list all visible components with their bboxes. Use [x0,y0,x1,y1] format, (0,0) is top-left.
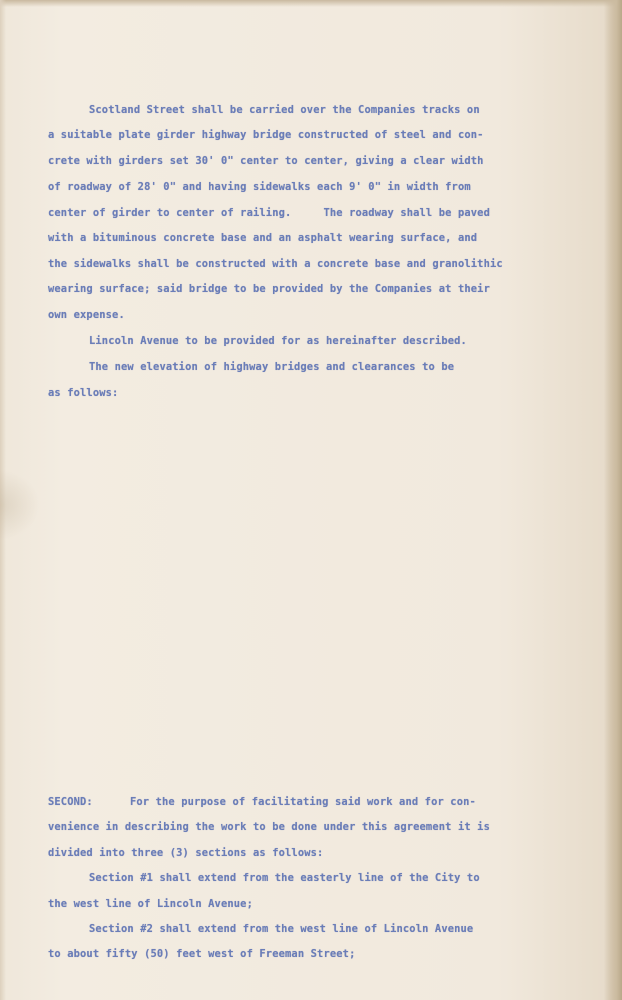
section-2-line: Section #2 shall extend from the west line of Lincoln Avenue [89,923,474,935]
paragraph-1-line: center of girder to center of railing. The roadway shall be paved [48,207,490,219]
paragraph-1-line: Scotland Street shall be carried over the Companies tracks on [89,104,480,116]
section-2-line: to about fifty (50) feet west of Freeman Street; [48,948,356,960]
second-section-line: divided into three (3) sections as follows: [48,847,324,859]
paragraph-1-line: wearing surface; said bridge to be provided by the Companies at their [48,283,490,295]
paragraph-1-line: own expense. [48,309,125,321]
paragraph-3-line: as follows: [48,387,119,399]
paragraph-1-line: a suitable plate girder highway bridge constructed of steel and con- [48,129,484,141]
paper-stain [0,470,40,540]
section-1-line: Section #1 shall extend from the easterly line of the City to [89,872,480,884]
page-edge-right [604,0,622,1000]
paragraph-3-line: The new elevation of highway bridges and clearances to be [89,361,455,373]
paragraph-2: Lincoln Avenue to be provided for as hereinafter described. [89,335,467,347]
paragraph-1-line: with a bituminous concrete base and an asphalt wearing surface, and [48,232,478,244]
page-edge-top [0,0,622,7]
second-section-line: venience in describing the work to be done under this agreement it is [48,821,490,833]
paragraph-1-line: crete with girders set 30' 0" center to center, giving a clear width [48,155,484,167]
section-1-line: the west line of Lincoln Avenue; [48,898,253,910]
second-section-line: For the purpose of facilitating said work and for con- [130,796,476,808]
paragraph-1-line: the sidewalks shall be constructed with a concrete base and granolithic [48,258,503,270]
paragraph-1-line: of roadway of 28' 0" and having sidewalks each 9' 0" in width from [48,181,471,193]
second-heading: SECOND: [48,796,93,808]
